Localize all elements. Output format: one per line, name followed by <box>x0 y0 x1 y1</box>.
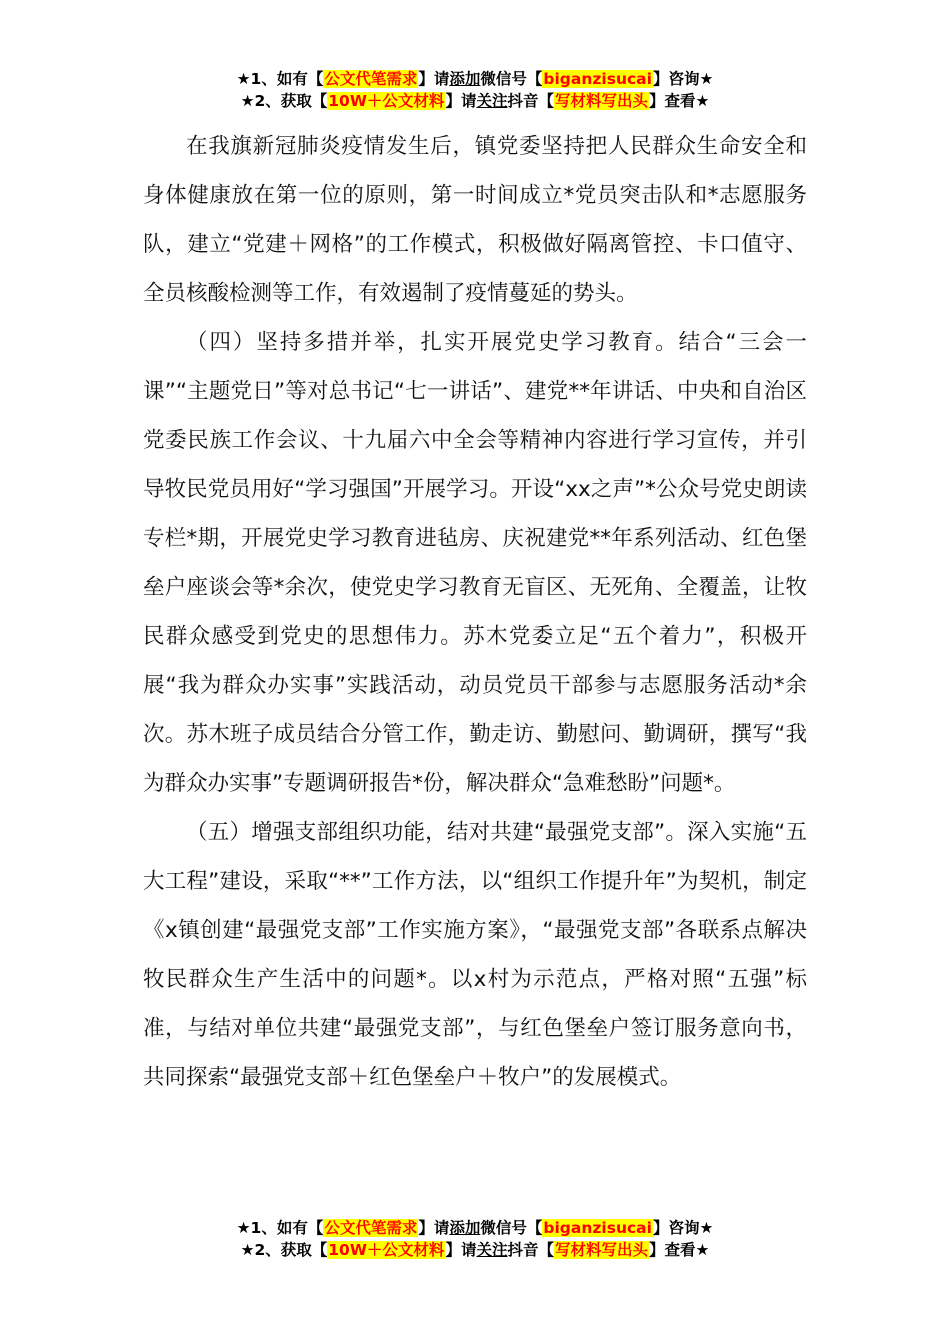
promo-text: ★1、如有【 <box>236 70 324 88</box>
paragraph-strong-branch: （五）增强支部组织功能，结对共建“最强党支部”。深入实施“五大工程”建设，采取“**”工作方法，以“组织工作提升年”为契机，制定《x镇创建“最强党支部”工作实施方案》，“最强党支部”各联系点解决牧民群众生产生活中的问题*。以x村为示范点，严格对照“五强”标准，与结对单位共建“最强党支部”，与红色堡垒户签订服务意向书，共同探索“最强党支部＋红色堡垒户＋牧户”的发展模式。 <box>143 820 807 1090</box>
promo-wechat-id: biganzisucai <box>543 70 652 88</box>
promo-wechat-id: biganzisucai <box>543 1219 652 1237</box>
document-body <box>143 122 807 1102</box>
promo-text: ★2、获取【 <box>240 1241 328 1259</box>
promo-text: 抖音【 <box>507 92 554 110</box>
promo-douyin-id: 写材料写出头 <box>554 1241 648 1259</box>
promo-text: 微信号【 <box>480 1219 543 1237</box>
promo-underlined-text: 添加 <box>449 70 481 88</box>
promo-text: 微信号【 <box>480 70 543 88</box>
promo-text: ★2、获取【 <box>240 92 328 110</box>
promo-douyin-id: 写材料写出头 <box>554 92 648 110</box>
footer-promo-banner <box>0 1217 950 1261</box>
promo-highlight: 公文代笔需求 <box>324 70 418 88</box>
promo-text: 】咨询★ <box>652 70 714 88</box>
promo-text: 】查看★ <box>649 1241 710 1259</box>
promo-underlined-text: 添加 <box>449 1219 481 1237</box>
paragraph-party-history: （四）坚持多措并举，扎实开展党史学习教育。结合“三会一课”“主题党日”等对总书记“七一讲话”、建党**年讲话、中央和自治区党委民族工作会议、十九届六中全会等精神内容进行学习宣传，并引导牧民党员用好“学习强国”开展学习。开设“xx之声”*公众号党史朗读专栏*期，开展党史学习教育进毡房、庆祝建党**年系列活动、红色堡垒户座谈会等*余次，使党史学习教育无盲区、无死角、全覆盖，让牧民群众感受到党史的思想伟力。苏木党委立足“五个着力”，积极开展“我为群众办实事”实践活动，动员党员干部参与志愿服务活动*余次。苏木班子成员结合分管工作，勤走访、勤慰问、勤调研，撰写“我为群众办实事”专题调研报告*份，解决群众“急难愁盼”问题*。 <box>143 330 807 796</box>
promo-highlight: 公文代笔需求 <box>324 1219 418 1237</box>
promo-text: 】请 <box>445 92 477 110</box>
promo-underlined-text: 关注 <box>476 1241 508 1259</box>
promo-text: 】查看★ <box>649 92 710 110</box>
promo-text: ★1、如有【 <box>236 1219 324 1237</box>
promo-highlight: 10W＋公文材料 <box>328 92 445 110</box>
paragraph-epidemic: 在我旗新冠肺炎疫情发生后，镇党委坚持把人民群众生命安全和身体健康放在第一位的原则，第一时间成立*党员突击队和*志愿服务队，建立“党建＋网格”的工作模式，积极做好隔离管控、卡口值守、全员核酸检测等工作，有效遏制了疫情蔓延的势头。 <box>143 134 807 306</box>
promo-text: 抖音【 <box>507 1241 554 1259</box>
promo-line-2 <box>0 90 950 112</box>
promo-underlined-text: 关注 <box>476 92 508 110</box>
header-promo-banner <box>0 68 950 112</box>
promo-highlight: 10W＋公文材料 <box>328 1241 445 1259</box>
promo-text: 】请 <box>418 70 450 88</box>
promo-text: 】请 <box>418 1219 450 1237</box>
promo-line-1 <box>0 68 950 90</box>
promo-text: 】请 <box>445 1241 477 1259</box>
promo-line-2 <box>0 1239 950 1261</box>
promo-text: 】咨询★ <box>652 1219 714 1237</box>
promo-line-1 <box>0 1217 950 1239</box>
